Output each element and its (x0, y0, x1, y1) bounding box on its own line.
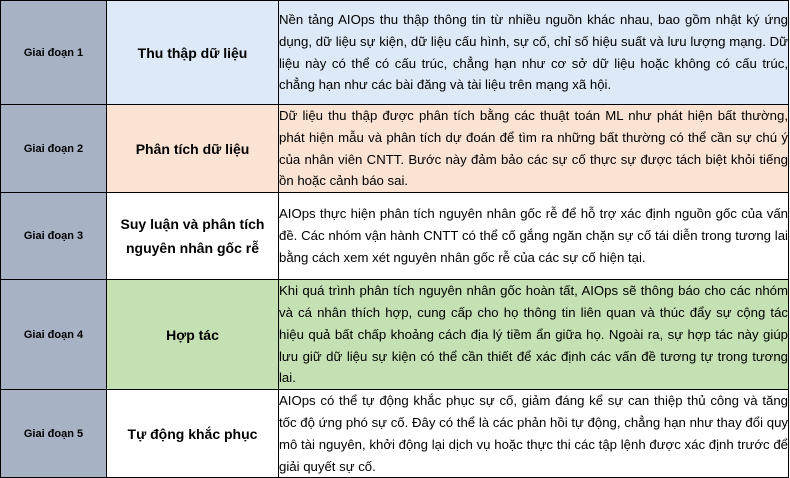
stage-name: Tự động khắc phục (107, 390, 279, 478)
stage-description: AIOps thực hiện phân tích nguyên nhân gốc rễ để hỗ trợ xác định nguồn gốc của vấn đề. Các nhóm vận hành CNTT có thể cố gắng ngăn chặn sự cố tái diễn trong tương lai bằng cách xem xét nguyên nhân gốc rễ của các sự cố hiện tại. (279, 193, 789, 280)
table-row (1, 1, 789, 105)
stage-label: Giai đoạn 1 (1, 1, 107, 105)
stage-label: Giai đoạn 2 (1, 105, 107, 193)
stage-description: Nền tảng AIOps thu thập thông tin từ nhiều nguồn khác nhau, bao gồm nhật ký ứng dụng, dữ liệu sự kiện, dữ liệu cấu hình, sự cố, chỉ số hiệu suất và lưu lượng mạng. Dữ liệu này có thể có cấu trúc, chẳng hạn như cơ sở dữ liệu hoặc không có cấu trúc, chẳng hạn như các bài đăng và tài liệu trên mạng xã hội. (279, 1, 789, 105)
table-row (1, 390, 789, 478)
stage-name: Phân tích dữ liệu (107, 105, 279, 193)
stage-description: Khi quá trình phân tích nguyên nhân gốc hoàn tất, AIOps sẽ thông báo cho các nhóm và cá nhân thích hợp, cung cấp cho họ thông tin liên quan và thúc đẩy sự cộng tác hiệu quả bất chấp khoảng cách địa lý tiềm ẩn giữa họ. Ngoài ra, sự hợp tác này giúp lưu giữ dữ liệu sự kiện có thể cần thiết để xác định các vấn đề tương tự trong tương lai. (279, 280, 789, 390)
stage-label: Giai đoạn 4 (1, 280, 107, 390)
table-row (1, 105, 789, 193)
stage-name: Hợp tác (107, 280, 279, 390)
stage-name: Suy luận và phân tích nguyên nhân gốc rễ (107, 193, 279, 280)
stage-description: Dữ liệu thu thập được phân tích bằng các thuật toán ML như phát hiện bất thường, phát hiện mẫu và phân tích dự đoán để tìm ra những bất thường có thể cần sự chú ý của nhân viên CNTT. Bước này đảm bảo các sự cố thực sự được tách biệt khỏi tiếng ồn hoặc cảnh báo sai. (279, 105, 789, 193)
stage-label: Giai đoạn 3 (1, 193, 107, 280)
stage-description: AIOps có thể tự động khắc phục sự cố, giảm đáng kể sự can thiệp thủ công và tăng tốc độ ứng phó sự cố. Đây có thể là các phản hồi tự động, chẳng hạn như thay đổi quy mô tài nguyên, khởi động lại dịch vụ hoặc thực thi các tập lệnh được xác định trước để giải quyết sự cố. (279, 390, 789, 478)
table-row (1, 280, 789, 390)
table-row (1, 193, 789, 280)
stage-name: Thu thập dữ liệu (107, 1, 279, 105)
stage-label: Giai đoạn 5 (1, 390, 107, 478)
